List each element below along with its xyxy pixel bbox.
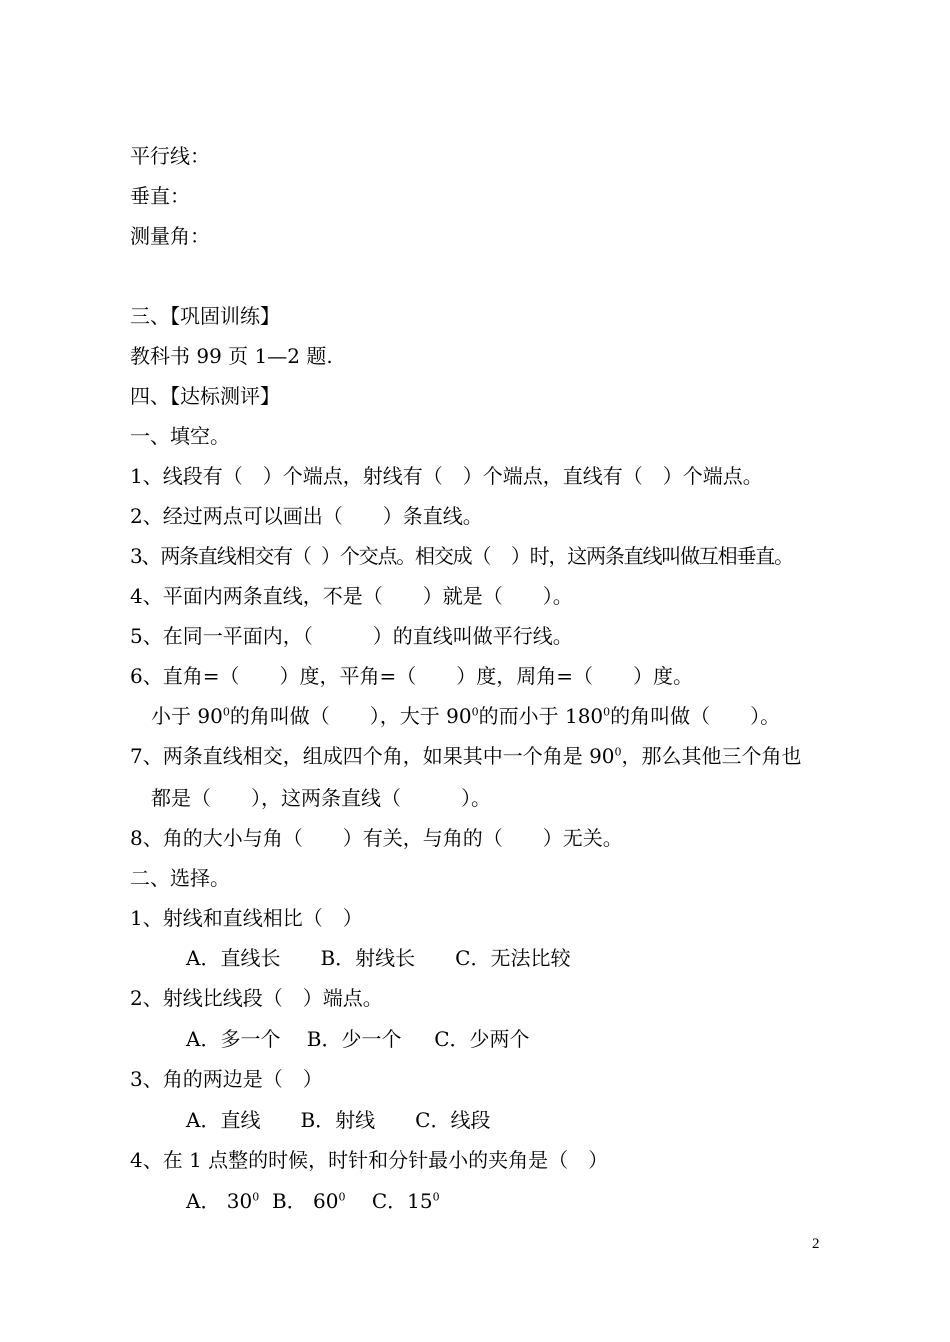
fill-question-3: 3、两条直线相交有（ ）个交点。相交成（ ）时，这两条直线叫做互相垂直。 xyxy=(130,544,793,568)
section-4-heading: 四、【达标测评】 xyxy=(130,384,280,408)
choice-question-4: 4、在 1 点整的时候，时针和分针最小的夹角是（ ） xyxy=(130,1148,609,1172)
note-measure-angle: 测量角： xyxy=(130,224,210,248)
fill-question-7-continued: 都是（ ），这两条直线（ ）。 xyxy=(151,786,491,810)
fill-question-6-continued: 小于 $90^0$的角叫做（ ），大于 $90^0$的而小于 $180^0$的角叫做（ ）。 xyxy=(151,704,781,728)
fill-blank-heading: 一、填空。 xyxy=(130,424,230,448)
fill-question-8: 8、角的大小与角（ ）有关，与角的（ ）无关。 xyxy=(130,826,623,850)
choice-question-2-options: A．多一个 B．少一个 C．少两个 xyxy=(186,1027,530,1051)
section-3-heading: 三、【巩固训练】 xyxy=(130,304,280,328)
fill-question-2: 2、经过两点可以画出（ ）条直线。 xyxy=(130,504,483,528)
page-number: 2 xyxy=(812,1236,820,1252)
fill-question-6: 6、直角=（ ）度，平角=（ ）度，周角=（ ）度。 xyxy=(130,664,693,688)
note-parallel-lines: 平行线： xyxy=(130,144,210,168)
choice-question-4-options: A． $30^0$ B． $60^0$ C．$15^0$ xyxy=(186,1189,440,1213)
fill-question-7: 7、两条直线相交，组成四个角，如果其中一个角是 $90^0$，那么其他三个角也 xyxy=(130,744,802,768)
section-3-task: 教科书 99 页 1—2 题. xyxy=(130,344,333,368)
fill-question-5: 5、在同一平面内，（ ）的直线叫做平行线。 xyxy=(130,624,573,648)
choice-question-2: 2、射线比线段（ ）端点。 xyxy=(130,986,383,1010)
choice-question-1: 1、射线和直线相比（ ） xyxy=(130,906,363,930)
choice-question-3: 3、角的两边是（ ） xyxy=(130,1067,323,1091)
fill-question-4: 4、平面内两条直线，不是（ ）就是（ ）。 xyxy=(130,584,573,608)
fill-question-1: 1、线段有（ ）个端点，射线有（ ）个端点，直线有（ ）个端点。 xyxy=(130,464,763,488)
choice-question-1-options: A．直线长 B．射线长 C．无法比较 xyxy=(186,946,571,970)
choice-heading: 二、选择。 xyxy=(130,866,230,890)
note-perpendicular: 垂直： xyxy=(130,184,190,208)
choice-question-3-options: A．直线 B．射线 C．线段 xyxy=(186,1108,491,1132)
